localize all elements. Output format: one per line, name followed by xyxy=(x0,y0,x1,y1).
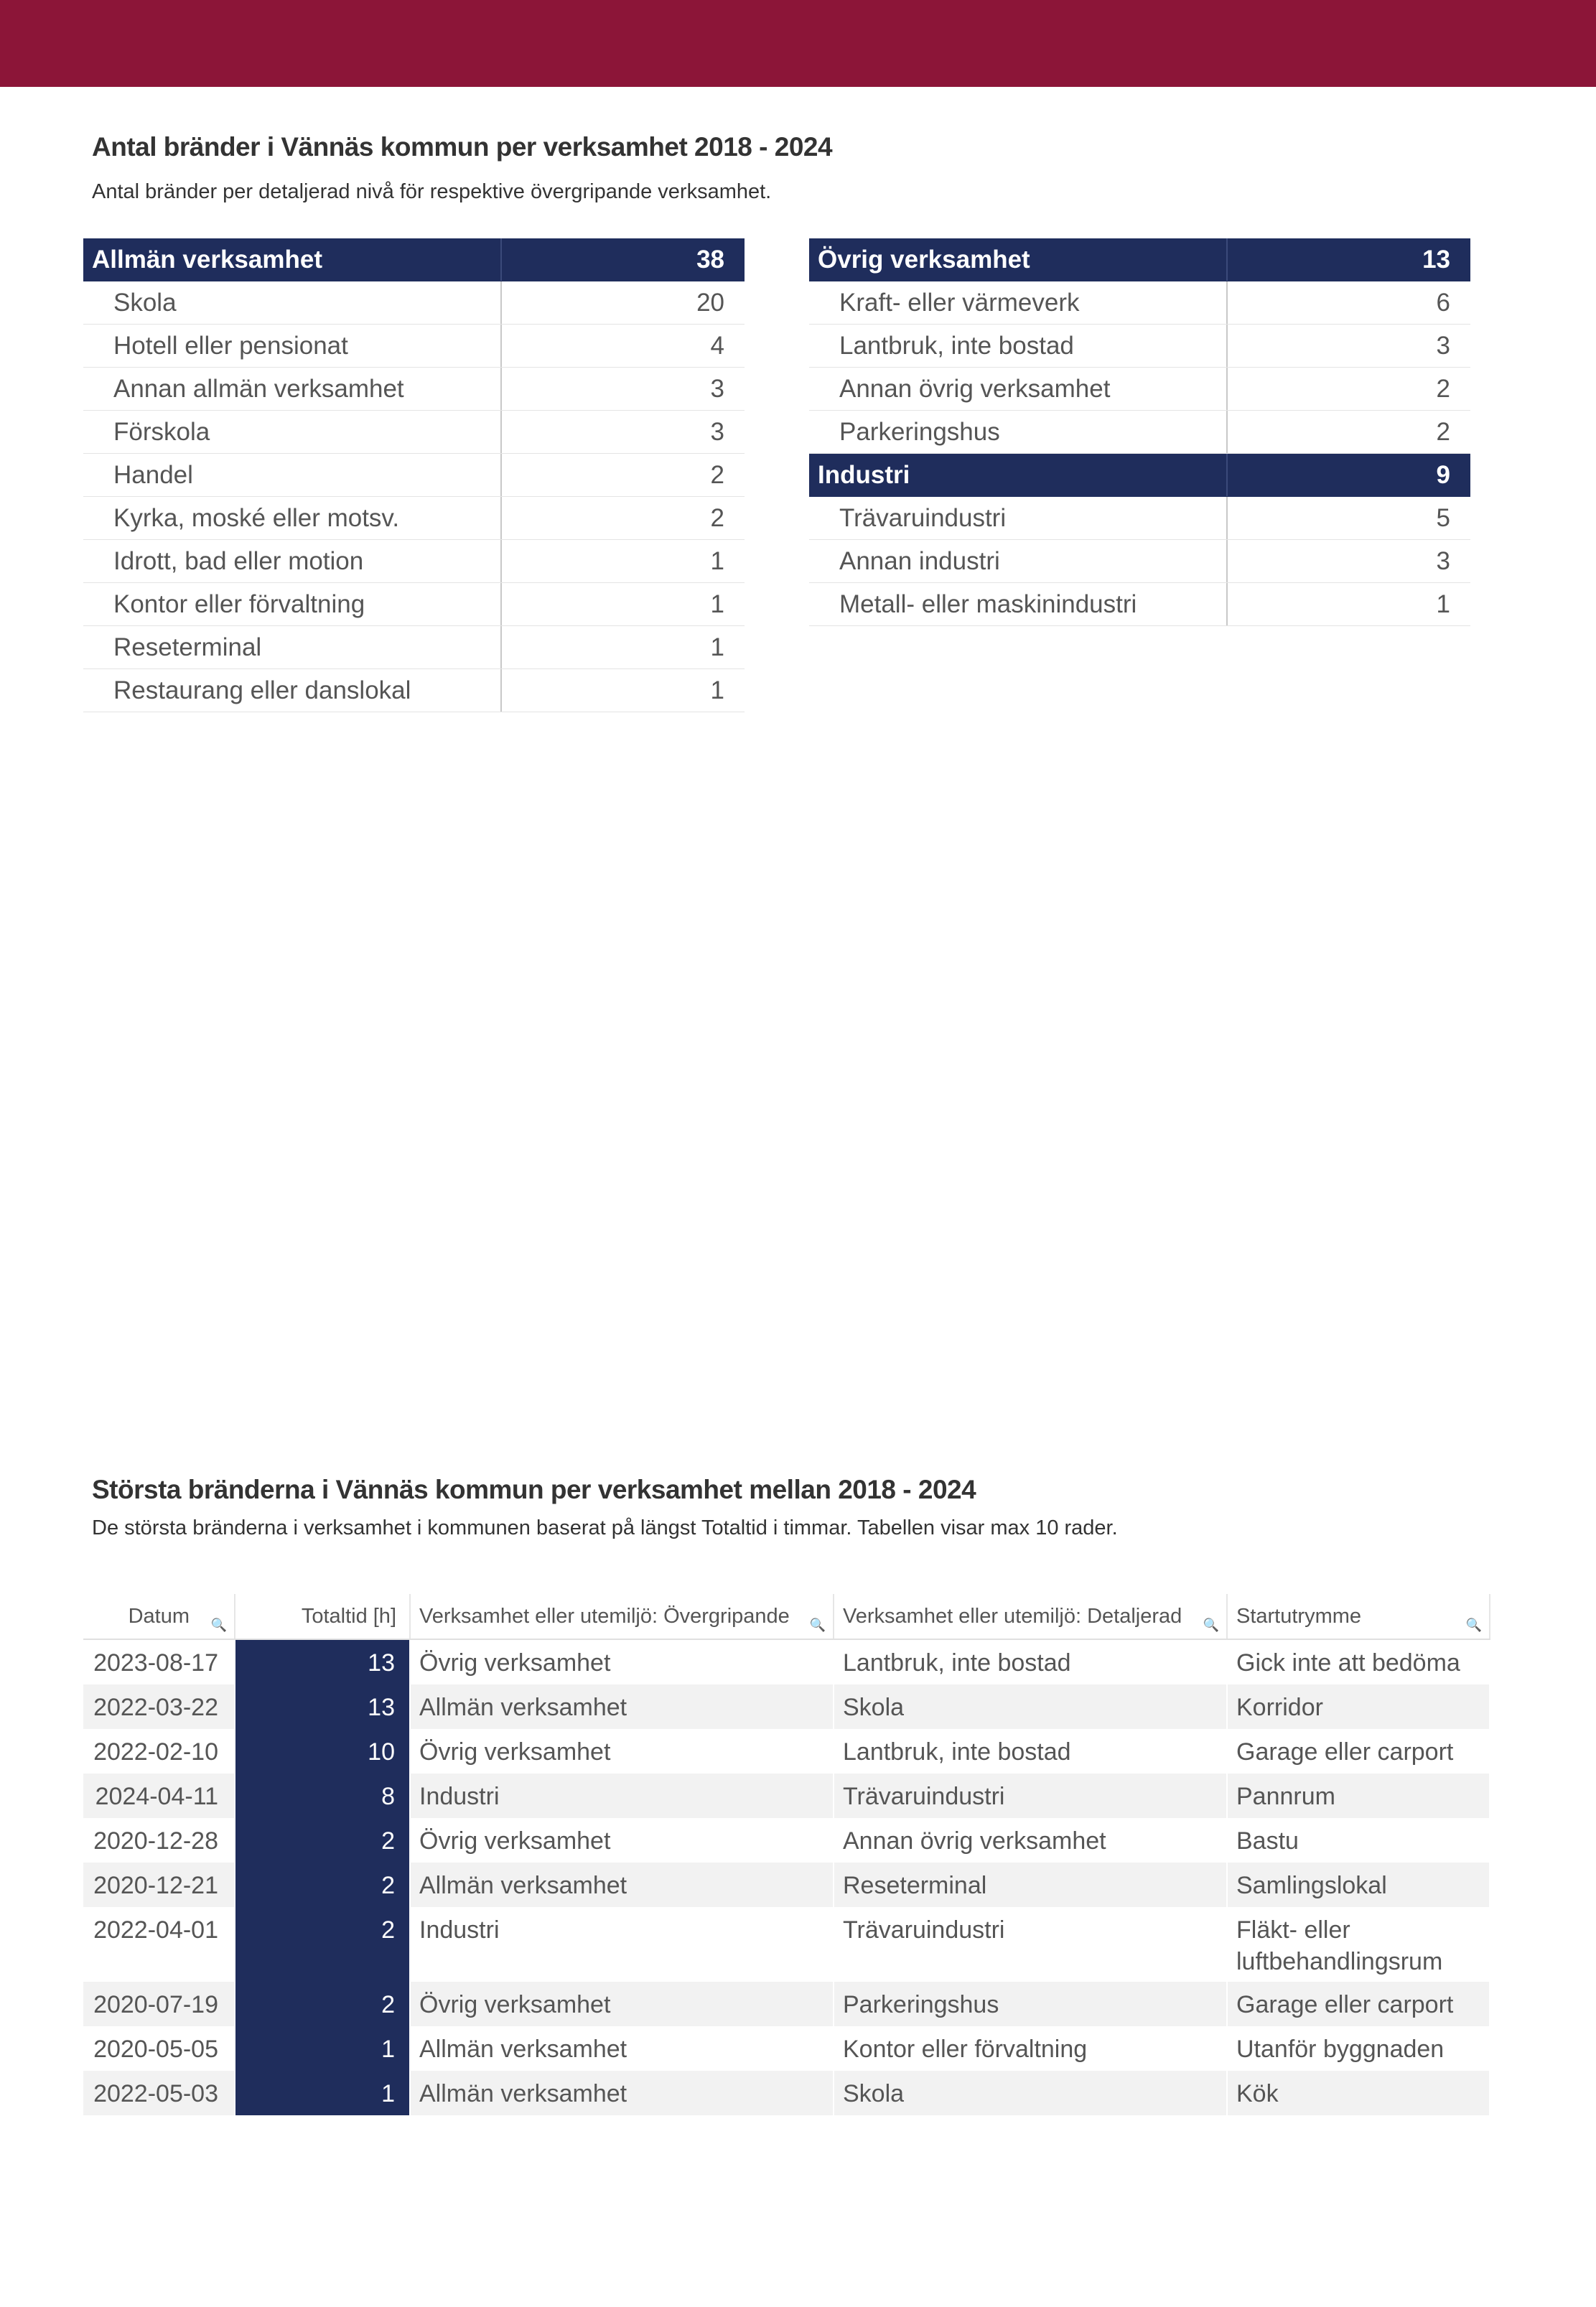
column-header-activity-overall[interactable] xyxy=(411,1594,834,1639)
table-row xyxy=(83,497,745,540)
cell-activity-overall: Övrig verksamhet xyxy=(411,1818,834,1863)
cell-activity-overall: Allmän verksamhet xyxy=(411,2026,834,2071)
row-value: 2 xyxy=(1436,374,1450,403)
largest-fires-table xyxy=(83,1594,1490,2115)
column-header-date[interactable] xyxy=(83,1594,235,1639)
row-label: Trävaruindustri xyxy=(809,497,1228,539)
cell-activity-detailed: Skola xyxy=(834,2071,1228,2115)
cell-total-time: 2 xyxy=(235,1818,411,1863)
cell-date: 2023-08-17 xyxy=(83,1640,235,1684)
cell-activity-detailed: Reseterminal xyxy=(834,1863,1228,1907)
row-value: 3 xyxy=(1436,331,1450,360)
row-value: 2 xyxy=(1436,417,1450,446)
header-bar xyxy=(0,0,1596,87)
row-value: 1 xyxy=(710,676,724,704)
table-row xyxy=(83,368,745,411)
group-label: Allmän verksamhet xyxy=(83,238,502,281)
cell-total-time: 2 xyxy=(235,1863,411,1907)
row-label: Metall- eller maskinindustri xyxy=(809,583,1228,625)
table-row xyxy=(83,1684,1490,1729)
group-label: Industri xyxy=(809,454,1228,496)
cell-activity-detailed: Trävaruindustri xyxy=(834,1907,1228,1982)
row-label: Reseterminal xyxy=(83,626,502,668)
table-row xyxy=(83,669,745,712)
cell-date: 2024-04-11 xyxy=(83,1774,235,1818)
column-header-label: Datum xyxy=(128,1604,190,1628)
cell-date: 2022-03-22 xyxy=(83,1684,235,1729)
cell-activity-overall: Övrig verksamhet xyxy=(411,1729,834,1774)
cell-total-time: 13 xyxy=(235,1684,411,1729)
cell-total-time: 2 xyxy=(235,1907,411,1982)
table-row xyxy=(83,1729,1490,1774)
section-subtitle-largest-fires: De största bränderna i verksamhet i kommunen baserat på längst Totaltid i timmar. Tabellen visar max 10 rader. xyxy=(92,1516,1118,1539)
table-row xyxy=(83,281,745,325)
table-row xyxy=(809,325,1470,368)
search-icon[interactable]: 🔍 xyxy=(1203,1618,1219,1632)
cell-date: 2020-12-21 xyxy=(83,1863,235,1907)
row-label: Kraft- eller värmeverk xyxy=(809,281,1228,324)
row-label: Parkeringshus xyxy=(809,411,1228,453)
cell-activity-detailed: Lantbruk, inte bostad xyxy=(834,1640,1228,1684)
table-row xyxy=(809,281,1470,325)
group-total: 9 xyxy=(1436,460,1450,489)
row-label: Annan övrig verksamhet xyxy=(809,368,1228,410)
cell-start-space: Bastu xyxy=(1228,1818,1490,1863)
table-group-header xyxy=(83,238,745,281)
column-header-label: Verksamhet eller utemiljö: Detaljerad xyxy=(843,1604,1182,1628)
row-value: 3 xyxy=(1436,546,1450,575)
cell-activity-overall: Övrig verksamhet xyxy=(411,1640,834,1684)
cell-start-space: Garage eller carport xyxy=(1228,1729,1490,1774)
column-header-label: Totaltid [h] xyxy=(301,1604,396,1628)
table-row xyxy=(83,626,745,669)
search-icon[interactable]: 🔍 xyxy=(1465,1618,1482,1632)
row-label: Skola xyxy=(83,281,502,324)
column-header-label: Startutrymme xyxy=(1236,1604,1362,1628)
cell-activity-detailed: Trävaruindustri xyxy=(834,1774,1228,1818)
cell-date: 2020-07-19 xyxy=(83,1982,235,2026)
row-label: Handel xyxy=(83,454,502,496)
cell-start-space: Fläkt- eller luftbehandlingsrum xyxy=(1228,1907,1490,1982)
search-icon[interactable]: 🔍 xyxy=(809,1618,826,1632)
table-row xyxy=(809,411,1470,454)
row-value: 1 xyxy=(710,589,724,618)
table-row xyxy=(83,325,745,368)
group-total: 13 xyxy=(1422,245,1450,274)
cell-activity-overall: Övrig verksamhet xyxy=(411,1982,834,2026)
cell-activity-detailed: Annan övrig verksamhet xyxy=(834,1818,1228,1863)
row-label: Idrott, bad eller motion xyxy=(83,540,502,582)
row-value: 6 xyxy=(1436,288,1450,317)
row-value: 3 xyxy=(710,417,724,446)
cell-total-time: 1 xyxy=(235,2026,411,2071)
cell-activity-detailed: Skola xyxy=(834,1684,1228,1729)
section-title-largest-fires: Största bränderna i Vännäs kommun per verksamhet mellan 2018 - 2024 xyxy=(92,1475,976,1504)
cell-total-time: 2 xyxy=(235,1982,411,2026)
row-label: Annan industri xyxy=(809,540,1228,582)
table-row xyxy=(809,583,1470,626)
cell-activity-detailed: Lantbruk, inte bostad xyxy=(834,1729,1228,1774)
cell-total-time: 1 xyxy=(235,2071,411,2115)
row-value: 2 xyxy=(710,503,724,532)
table-group-header xyxy=(809,238,1470,281)
table-row xyxy=(83,1818,1490,1863)
cell-date: 2022-04-01 xyxy=(83,1907,235,1982)
table-row xyxy=(83,2071,1490,2115)
cell-date: 2020-12-28 xyxy=(83,1818,235,1863)
table-row xyxy=(83,1640,1490,1684)
table-row xyxy=(809,540,1470,583)
row-value: 4 xyxy=(710,331,724,360)
table-row xyxy=(83,2026,1490,2071)
table-row xyxy=(83,1907,1490,1982)
row-label: Kontor eller förvaltning xyxy=(83,583,502,625)
table-row xyxy=(809,368,1470,411)
row-value: 1 xyxy=(1436,589,1450,618)
group-label: Övrig verksamhet xyxy=(809,238,1228,281)
section-title-fires-per-activity: Antal bränder i Vännäs kommun per verksamhet 2018 - 2024 xyxy=(92,132,833,162)
cell-activity-detailed: Parkeringshus xyxy=(834,1982,1228,2026)
cell-activity-overall: Industri xyxy=(411,1907,834,1982)
cell-start-space: Utanför byggnaden xyxy=(1228,2026,1490,2071)
cell-start-space: Samlingslokal xyxy=(1228,1863,1490,1907)
column-header-start-space[interactable] xyxy=(1228,1594,1490,1639)
cell-start-space: Garage eller carport xyxy=(1228,1982,1490,2026)
row-value: 3 xyxy=(710,374,724,403)
group-total: 38 xyxy=(696,245,724,274)
row-label: Restaurang eller danslokal xyxy=(83,669,502,712)
row-label: Annan allmän verksamhet xyxy=(83,368,502,410)
row-value: 1 xyxy=(710,633,724,661)
cell-start-space: Pannrum xyxy=(1228,1774,1490,1818)
column-header-label: Verksamhet eller utemiljö: Övergripande xyxy=(419,1604,790,1628)
general-activity-table xyxy=(83,238,745,712)
cell-total-time: 8 xyxy=(235,1774,411,1818)
cell-date: 2022-02-10 xyxy=(83,1729,235,1774)
table-row xyxy=(83,583,745,626)
cell-total-time: 10 xyxy=(235,1729,411,1774)
row-label: Lantbruk, inte bostad xyxy=(809,325,1228,367)
table-header-row xyxy=(83,1594,1490,1640)
cell-date: 2022-05-03 xyxy=(83,2071,235,2115)
row-value: 20 xyxy=(696,288,724,317)
cell-total-time: 13 xyxy=(235,1640,411,1684)
table-row xyxy=(83,1863,1490,1907)
table-row xyxy=(83,454,745,497)
cell-activity-overall: Allmän verksamhet xyxy=(411,1684,834,1729)
row-value: 1 xyxy=(710,546,724,575)
cell-activity-overall: Industri xyxy=(411,1774,834,1818)
cell-activity-detailed: Kontor eller förvaltning xyxy=(834,2026,1228,2071)
cell-activity-overall: Allmän verksamhet xyxy=(411,2071,834,2115)
cell-start-space: Korridor xyxy=(1228,1684,1490,1729)
table-group-header xyxy=(809,454,1470,497)
cell-date: 2020-05-05 xyxy=(83,2026,235,2071)
row-value: 5 xyxy=(1436,503,1450,532)
other-and-industry-table xyxy=(809,238,1470,626)
row-label: Förskola xyxy=(83,411,502,453)
search-icon[interactable]: 🔍 xyxy=(210,1618,227,1632)
table-row xyxy=(83,1982,1490,2026)
column-header-activity-detailed[interactable] xyxy=(834,1594,1228,1639)
table-row xyxy=(83,540,745,583)
row-label: Kyrka, moské eller motsv. xyxy=(83,497,502,539)
row-label: Hotell eller pensionat xyxy=(83,325,502,367)
cell-start-space: Kök xyxy=(1228,2071,1490,2115)
section-subtitle-fires-per-activity: Antal bränder per detaljerad nivå för respektive övergripande verksamhet. xyxy=(92,180,772,203)
cell-activity-overall: Allmän verksamhet xyxy=(411,1863,834,1907)
table-row xyxy=(809,497,1470,540)
row-value: 2 xyxy=(710,460,724,489)
table-row xyxy=(83,1774,1490,1818)
cell-start-space: Gick inte att bedöma xyxy=(1228,1640,1490,1684)
table-row xyxy=(83,411,745,454)
column-header-total-time[interactable] xyxy=(235,1594,411,1639)
